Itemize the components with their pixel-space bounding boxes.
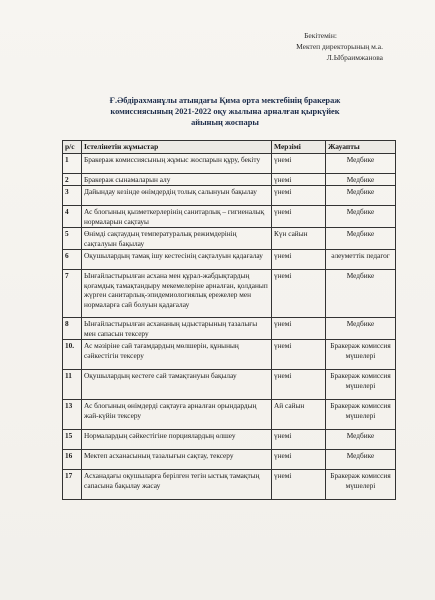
table-row xyxy=(63,430,396,450)
table-row xyxy=(63,340,396,370)
row-number: 1 xyxy=(63,153,82,173)
row-responsible: Медбике xyxy=(326,270,396,318)
row-responsible: Медбике xyxy=(326,450,396,470)
row-task: Мектеп асханасының тазалығын сақтау, тексеру xyxy=(82,450,272,470)
row-number: 13 xyxy=(63,400,82,430)
row-number: 8 xyxy=(63,318,82,340)
table-row xyxy=(63,153,396,173)
table-row xyxy=(63,450,396,470)
row-task: Бракераж комиссиясының жұмыс жоспарын құру, бекіту xyxy=(82,153,272,173)
row-number: 10. xyxy=(63,340,82,370)
row-responsible: Медбике xyxy=(326,206,396,228)
row-task: Оқушылардың кестеге сай тамақтануын бақылау xyxy=(82,370,272,400)
row-number: 11 xyxy=(63,370,82,400)
row-responsible: Медбике xyxy=(326,228,396,250)
row-term: үнемі xyxy=(272,370,326,400)
table-header-row xyxy=(63,141,396,154)
heading-line-3: айының жоспары xyxy=(191,118,259,127)
table-row xyxy=(63,186,396,206)
row-term: Ай сайын xyxy=(272,400,326,430)
document-heading xyxy=(60,95,390,128)
table-row xyxy=(63,400,396,430)
table-body xyxy=(63,153,396,500)
heading-line-1: Ғ.Әбдірахманұлы атындағы Қима орта мектебінің бракераж xyxy=(109,96,341,105)
row-number: 7 xyxy=(63,270,82,318)
row-task: Өнімді сақтаудың температуралық режимдерінің сақталуын бақылау xyxy=(82,228,272,250)
row-number: 2 xyxy=(63,173,82,186)
approval-name: Л.Ыбраимжанова xyxy=(326,53,383,62)
header-task: Істелінетін жұмыстар xyxy=(82,141,272,154)
row-responsible: Бракераж комиссия мүшелері xyxy=(326,370,396,400)
header-term: Мерзімі xyxy=(272,141,326,154)
row-term: үнемі xyxy=(272,173,326,186)
table-row xyxy=(63,250,396,270)
row-responsible: Медбике xyxy=(326,173,396,186)
row-task: Асханадағы оқушыларға берілген тегін ыстық тамақтың сапасына бақылау жасау xyxy=(82,470,272,500)
row-term: үнемі xyxy=(272,430,326,450)
row-task: Ас блогының өнімдерді сақтауға арналған орындардың жай-күйін тексеру xyxy=(82,400,272,430)
row-responsible: Медбике xyxy=(326,153,396,173)
row-number: 15 xyxy=(63,430,82,450)
table-row xyxy=(63,318,396,340)
row-responsible: Медбике xyxy=(326,186,396,206)
table-row xyxy=(63,370,396,400)
row-responsible: Бракераж комиссия мүшелері xyxy=(326,340,396,370)
row-term: үнемі xyxy=(272,450,326,470)
row-number: 3 xyxy=(63,186,82,206)
row-term: үнемі xyxy=(272,270,326,318)
row-task: Бракераж сынамаларын алу xyxy=(82,173,272,186)
row-responsible: Медбике xyxy=(326,318,396,340)
header-number: р/с xyxy=(63,141,82,154)
table-row xyxy=(63,270,396,318)
row-task: Ынғайластырылған асхана мен құрал-жабдықтардың қоғамдық тамақтандыру мекемелеріне арналған, қолданып жүрген санитарлық-эпидемиологиялық ережелер мен нормаларға сай болуын қадағалау xyxy=(82,270,272,318)
row-term: үнемі xyxy=(272,186,326,206)
row-term: Күн сайын xyxy=(272,228,326,250)
approval-title: Бекітемін: xyxy=(304,31,337,40)
row-number: 5 xyxy=(63,228,82,250)
row-term: үнемі xyxy=(272,153,326,173)
row-number: 4 xyxy=(63,206,82,228)
table-row xyxy=(63,470,396,500)
table-row xyxy=(63,173,396,186)
row-task: Ынғайластырылған асхананың ыдыстарының тазалығы мен сапасын тексеру xyxy=(82,318,272,340)
row-term: үнемі xyxy=(272,470,326,500)
row-term: үнемі xyxy=(272,206,326,228)
row-task: Ас мәзірінe сай тағамдардың мөлшерін, құнының сәйкестігін тексеру xyxy=(82,340,272,370)
approval-position: Мектеп директорының м.а. xyxy=(296,42,383,51)
row-number: 6 xyxy=(63,250,82,270)
row-task: Ас блогының қызметкерлерінің санитарлық – гигиеналық нормаларын сақтауы xyxy=(82,206,272,228)
row-term: үнемі xyxy=(272,340,326,370)
heading-line-2: комиссиясының 2021-2022 оқу жылына арналған қыркүйек xyxy=(110,107,340,116)
row-task: Оқушылардың тамақ ішу кестесінің сақталуын қадағалау xyxy=(82,250,272,270)
table-row xyxy=(63,228,396,250)
header-responsible: Жауапты xyxy=(326,141,396,154)
row-number: 16 xyxy=(63,450,82,470)
row-responsible: әлеуметтік педагог xyxy=(326,250,396,270)
row-responsible: Бракераж комиссия мүшелері xyxy=(326,400,396,430)
row-number: 17 xyxy=(63,470,82,500)
row-responsible: Медбике xyxy=(326,430,396,450)
row-task: Дайындау кезінде өнімдердің толық салынуын бақылау xyxy=(82,186,272,206)
row-task: Нормалардың сәйкестігіне порциялардың өлшеу xyxy=(82,430,272,450)
approval-block xyxy=(296,30,383,63)
row-responsible: Бракераж комиссия мүшелері xyxy=(326,470,396,500)
row-term: үнемі xyxy=(272,318,326,340)
row-term: үнемі xyxy=(272,250,326,270)
table-row xyxy=(63,206,396,228)
plan-table xyxy=(62,140,396,500)
